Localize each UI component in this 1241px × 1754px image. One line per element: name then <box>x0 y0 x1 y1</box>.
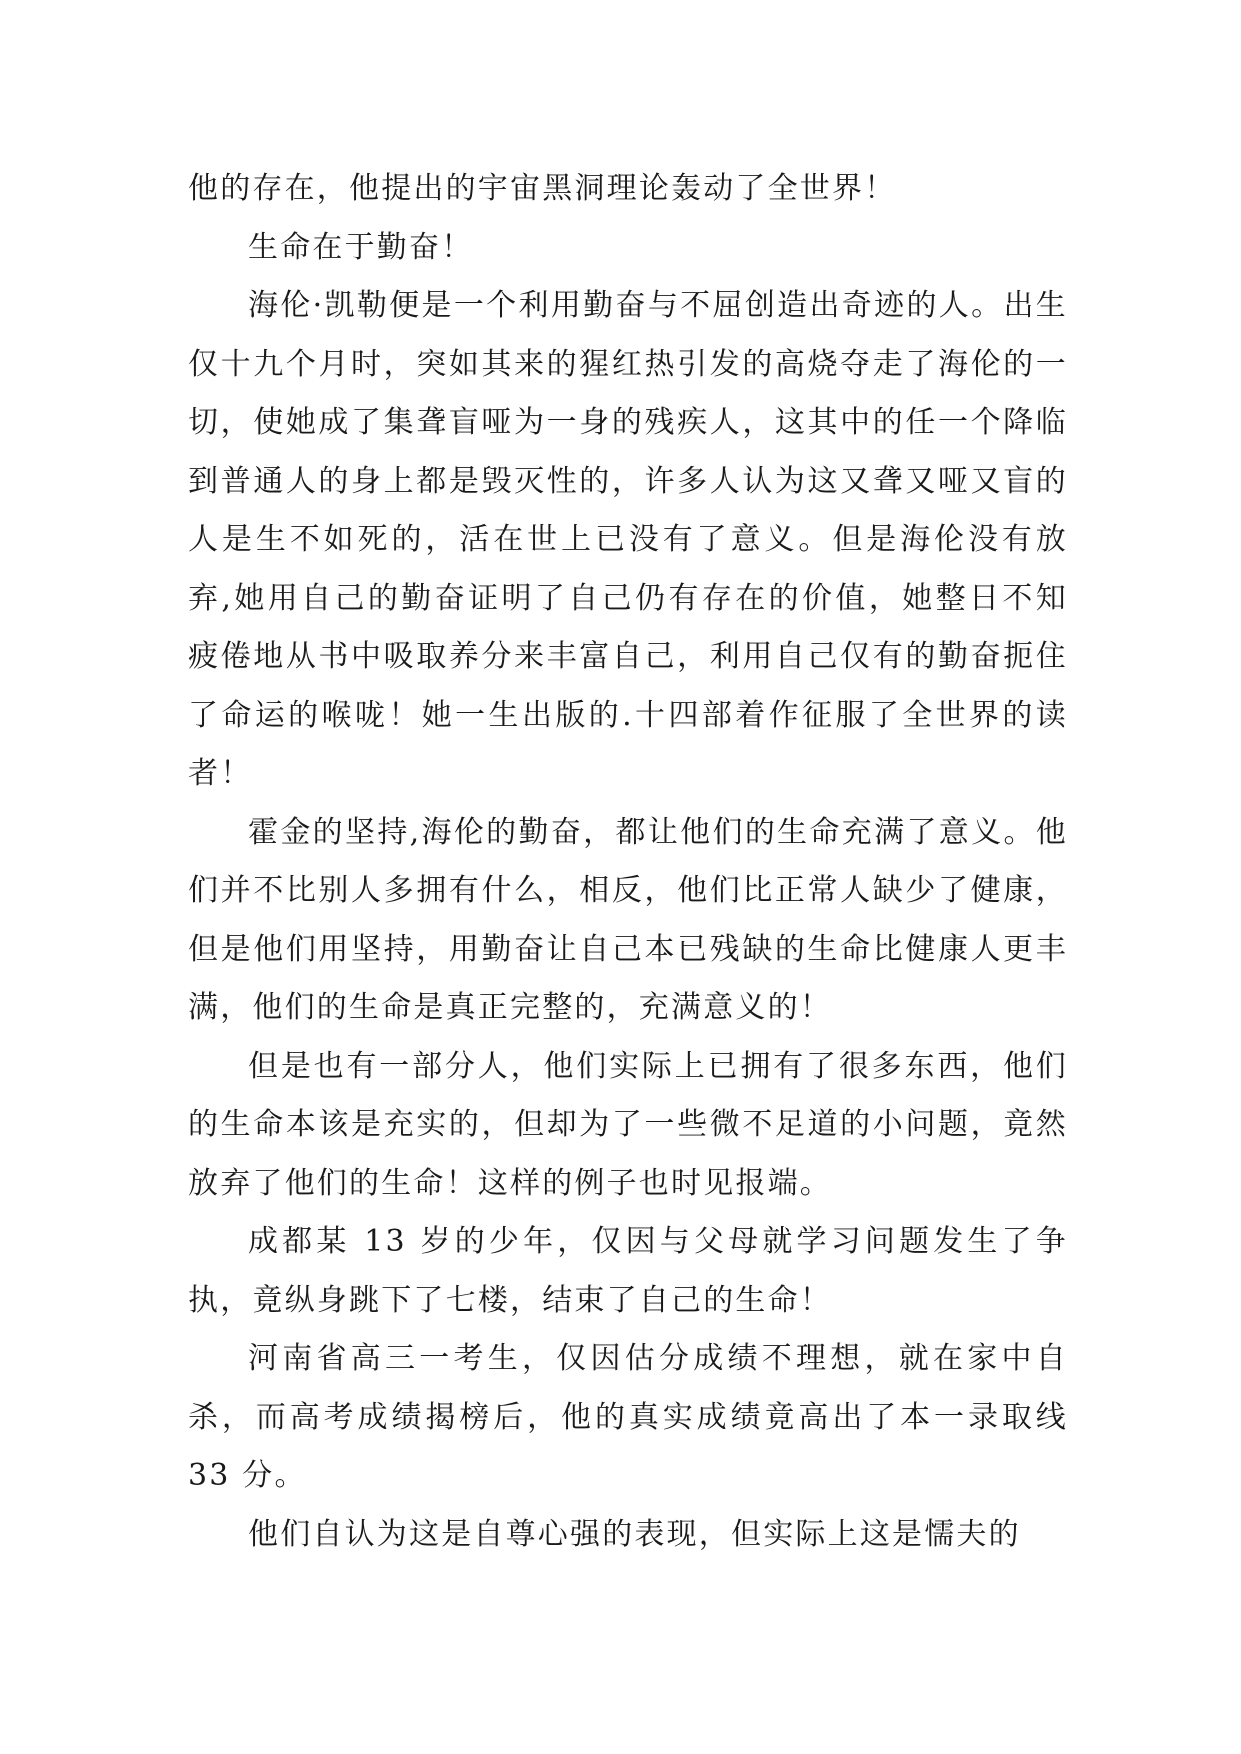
paragraph-chengdu-teen: 成都某 13 岁的少年，仅因与父母就学习问题发生了争执，竟纵身跳下了七楼，结束了自己的生命！ <box>188 1224 1068 1318</box>
paragraph-hawking-helen-summary: 霍金的坚持,海伦的勤奋，都让他们的生命充满了意义。他们并不比别人多拥有什么，相反，他们比正常人缺少了健康，但是他们用坚持，用勤奋让自己本已残缺的生命比健康人更丰满，他们的生命是真正完整的，充满意义的！ <box>188 814 1068 1025</box>
document-body <box>188 160 1068 1564</box>
paragraph-heading-diligence: 生命在于勤奋！ <box>248 229 474 265</box>
paragraph-counter-examples: 但是也有一部分人，他们实际上已拥有了很多东西，他们的生命本该是充实的，但却为了一些微不足道的小问题，竟然放弃了他们的生命！这样的例子也时见报端。 <box>188 1048 1068 1201</box>
paragraph-henan-student: 河南省高三一考生，仅因估分成绩不理想，就在家中自杀，而高考成绩揭榜后，他的真实成绩竟高出了本一录取线 33 分。 <box>188 1341 1068 1493</box>
paragraph-helen-keller: 海伦·凯勒便是一个利用勤奋与不屈创造出奇迹的人。出生仅十九个月时，突如其来的猩红热引发的高烧夺走了海伦的一切，使她成了集聋盲哑为一身的残疾人，这其中的任一个降临到普通人的身上都是毁灭性的，许多人认为这又聋又哑又盲的人是生不如死的，活在世上已没有了意义。但是海伦没有放弃,她用自己的勤奋证明了自己仍有存在的价值，她整日不知疲倦地从书中吸取养分来丰富自己，利用自己仅有的勤奋扼住了命运的喉咙！她一生出版的.十四部着作征服了全世界的读者！ <box>188 288 1068 791</box>
paragraph-conclusion-start: 他们自认为这是自尊心强的表现，但实际上这是懦夫的 <box>248 1516 1021 1552</box>
paragraph-continuation: 他的存在，他提出的宇宙黑洞理论轰动了全世界！ <box>188 171 897 206</box>
